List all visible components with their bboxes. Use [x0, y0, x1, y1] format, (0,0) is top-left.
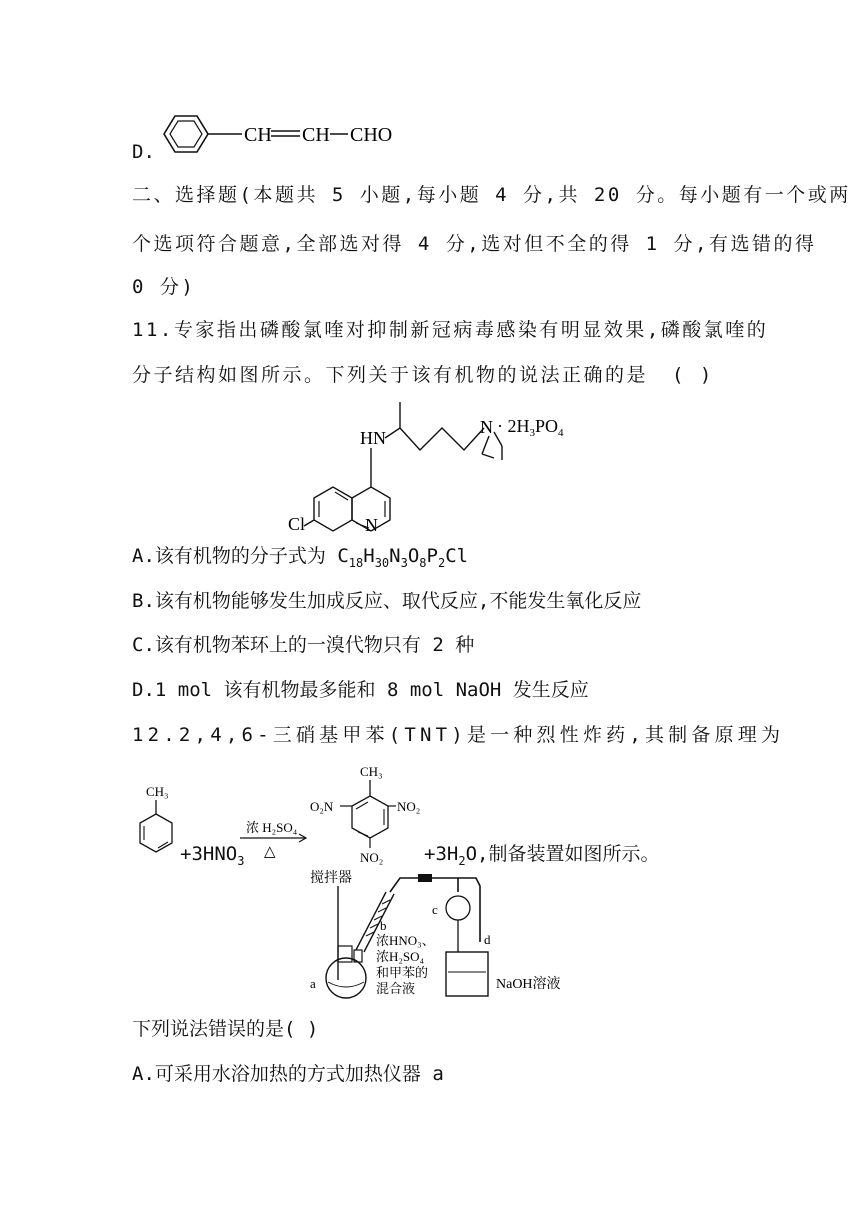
svg-text:· 2H3PO4	[497, 416, 564, 439]
hno3-text: +3HNO	[180, 843, 238, 865]
toluene-ch3: CH₃	[146, 784, 169, 799]
toluene-structure	[128, 780, 188, 866]
cinnamaldehyde-structure	[158, 112, 418, 162]
q11-stem-line1: 11.专家指出磷酸氯喹对抑制新冠病毒感染有明显效果,磷酸氯喹的	[132, 319, 769, 341]
formula-subscript-1: 30	[374, 555, 390, 570]
hno3-sub: 3	[237, 853, 245, 868]
formula-element-1: H	[363, 545, 375, 567]
h2o-sub: 2	[458, 853, 466, 868]
formula-cho: CHO	[350, 124, 393, 146]
q11-option-b: B.该有机物能够发生加成反应、取代反应,不能发生氧化反应	[132, 590, 642, 612]
salt-sub1: 3	[529, 427, 535, 439]
amine-n-label: N	[480, 417, 493, 437]
q11-stem-text: 分子结构如图所示。下列关于该有机物的说法正确的是	[132, 364, 649, 386]
formula-element-2: N	[389, 545, 401, 567]
salt-prefix: · 2H	[497, 416, 530, 436]
q11-formula	[337, 545, 469, 570]
reaction-arrow	[236, 818, 316, 858]
naoh-label: NaOH溶液	[496, 977, 561, 992]
q11-stem-line2	[132, 363, 714, 387]
formula-element-3: O	[407, 545, 420, 567]
apparatus-diagram	[308, 862, 568, 1002]
h2o-pre: +3H	[424, 843, 459, 865]
tnt-no2-right: NO₂	[397, 799, 421, 814]
hn-label: HN	[360, 428, 386, 448]
tnt-o2n: O₂N	[310, 799, 334, 814]
stirrer-label: 搅拌器	[310, 871, 352, 886]
salt-mid: PO	[535, 416, 559, 436]
q11-option-c: C.该有机物苯环上的一溴代物只有 2 种	[132, 634, 475, 656]
flask-a-label: a	[310, 976, 316, 991]
tnt-no2-bottom: NO₂	[360, 850, 384, 865]
section2-line3: 0 分)	[132, 276, 196, 298]
q11-answer-paren: ( )	[671, 364, 714, 386]
formula-element-4: P	[426, 545, 438, 567]
section2-line1: 二、选择题(本题共 5 小题,每小题 4 分,共 20 分。每小题有一个或两	[132, 184, 851, 206]
formula-ch1: CH	[244, 124, 272, 146]
reagent-line1: 浓HNO₃、	[376, 933, 435, 948]
formula-element-0: C	[337, 545, 349, 567]
tnt-structure	[306, 762, 436, 872]
formula-subscript-3: 8	[419, 555, 427, 570]
q12-option-a: A.可采用水浴加热的方式加热仪器 a	[132, 1063, 444, 1085]
q11-option-a-lead: A.该有机物的分子式为	[132, 545, 338, 567]
option-d-label: D.	[132, 141, 155, 163]
h2o-post: O,制备装置如图所示。	[465, 843, 660, 865]
ring-n-label: N	[365, 515, 378, 535]
condenser-b-label: b	[380, 918, 387, 933]
formula-element-5: Cl	[445, 545, 469, 567]
formula-subscript-4: 2	[437, 555, 446, 570]
tnt-ch3: CH₃	[360, 764, 383, 779]
formula-subscript-2: 3	[400, 555, 408, 570]
formula-subscript-0: 18	[348, 555, 364, 570]
condition-heat: △	[264, 844, 276, 858]
q12-question: 下列说法错误的是( )	[132, 1018, 319, 1040]
formula-ch2: CH	[302, 124, 330, 146]
condition-acid: 浓 H₂SO₄	[246, 820, 298, 835]
chloroquine-phosphate-structure	[284, 392, 584, 540]
q12-stem: 12.2,4,6-三硝基甲苯(TNT)是一种烈性炸药,其制备原理为	[132, 724, 785, 746]
q11-option-a	[132, 544, 468, 575]
reagent-line2: 浓H₂SO₄	[376, 949, 425, 964]
section2-line2: 个选项符合题意,全部选对得 4 分,选对但不全的得 1 分,有选错的得	[132, 233, 817, 255]
q11-option-d: D.1 mol 该有机物最多能和 8 mol NaOH 发生反应	[132, 679, 589, 701]
funnel-c-label: c	[432, 902, 438, 917]
cl-label: Cl	[288, 514, 306, 534]
valve-d-label: d	[484, 932, 491, 947]
reagent-line3: 和甲苯的	[376, 965, 429, 980]
plus-hno3	[180, 842, 244, 873]
reagent-line4: 混合液	[376, 981, 416, 996]
salt-sub2: 4	[558, 427, 564, 439]
